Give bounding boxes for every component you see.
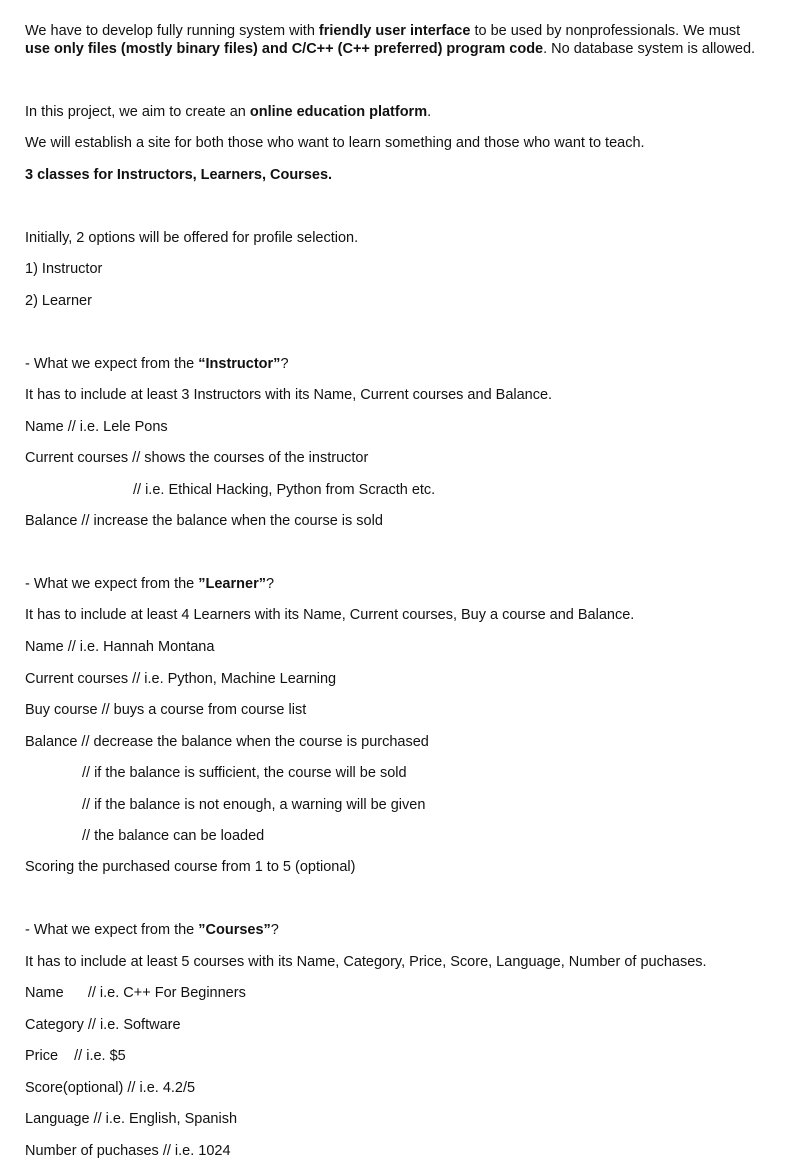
heading-text: ? [280,356,289,372]
instructor-line-1: It has to include at least 3 Instructors with its Name, Current courses and Balance. [25,387,553,403]
courses-line-6: Language // i.e. English, Spanish [25,1111,238,1127]
project-text: . [427,104,432,120]
courses-line-2: Name // i.e. C++ For Beginners [25,985,246,1001]
instructor-line-3: Current courses // shows the courses of the instructor [25,450,369,466]
courses-line-4: Price // i.e. $5 [25,1048,126,1064]
courses-line-1: It has to include at least 5 courses with its Name, Category, Price, Score, Language, Number of puchases. [25,954,707,970]
intro-text: We have to develop fully running system with [25,23,319,39]
project-line-2: We will establish a site for both those who want to learn something and those who want to teach. [25,135,645,151]
profile-intro: Initially, 2 options will be offered for profile selection. [25,230,359,246]
courses-line-7: Number of puchases // i.e. 1024 [25,1143,231,1159]
heading-bold-text: “Instructor” [198,356,281,372]
courses-heading [25,921,279,939]
learner-line-7: // if the balance is not enough, a warning will be given [82,797,426,813]
learner-heading [25,575,274,593]
intro-bold-text: friendly user interface [318,23,471,39]
heading-text: ? [270,922,279,938]
instructor-line-4: // i.e. Ethical Hacking, Python from Scracth etc. [133,482,436,498]
learner-line-4: Buy course // buys a course from course list [25,702,307,718]
learner-line-2: Name // i.e. Hannah Montana [25,639,215,655]
learner-line-1: It has to include at least 4 Learners with its Name, Current courses, Buy a course and Balance. [25,607,635,623]
heading-bold-text: ”Learner” [198,576,266,592]
courses-line-3: Category // i.e. Software [25,1017,181,1033]
learner-line-5: Balance // decrease the balance when the course is purchased [25,734,429,750]
learner-line-3: Current courses // i.e. Python, Machine Learning [25,671,337,687]
heading-text: - What we expect from the [25,922,199,938]
project-bold-text: online education platform [249,104,428,120]
project-line-3 [25,166,332,184]
heading-text: ? [265,576,275,592]
intro-line-1 [25,22,740,40]
instructor-heading [25,355,289,373]
project-text: In this project, we aim to create an [25,104,250,120]
learner-line-6: // if the balance is sufficient, the course will be sold [82,765,407,781]
intro-bold-text: use only files (mostly binary files) and C/C++ (C++ preferred) program code [25,41,544,57]
intro-line-2 [25,40,755,58]
intro-text: . No database system is allowed. [543,41,756,57]
learner-line-8: // the balance can be loaded [82,828,265,844]
intro-text: to be used by nonprofessionals. We must [470,23,741,39]
heading-text: - What we expect from the [25,576,199,592]
heading-text: - What we expect from the [25,356,199,372]
courses-line-5: Score(optional) // i.e. 4.2/5 [25,1080,196,1096]
learner-line-9: Scoring the purchased course from 1 to 5 (optional) [25,859,356,875]
project-line-1 [25,103,431,121]
profile-option-learner: 2) Learner [25,293,92,309]
instructor-line-2: Name // i.e. Lele Pons [25,419,168,435]
profile-option-instructor: 1) Instructor [25,261,103,277]
heading-bold-text: ”Courses” [198,922,271,938]
classes-bold-text: 3 classes for Instructors, Learners, Courses. [25,167,333,183]
instructor-line-5: Balance // increase the balance when the course is sold [25,513,383,529]
